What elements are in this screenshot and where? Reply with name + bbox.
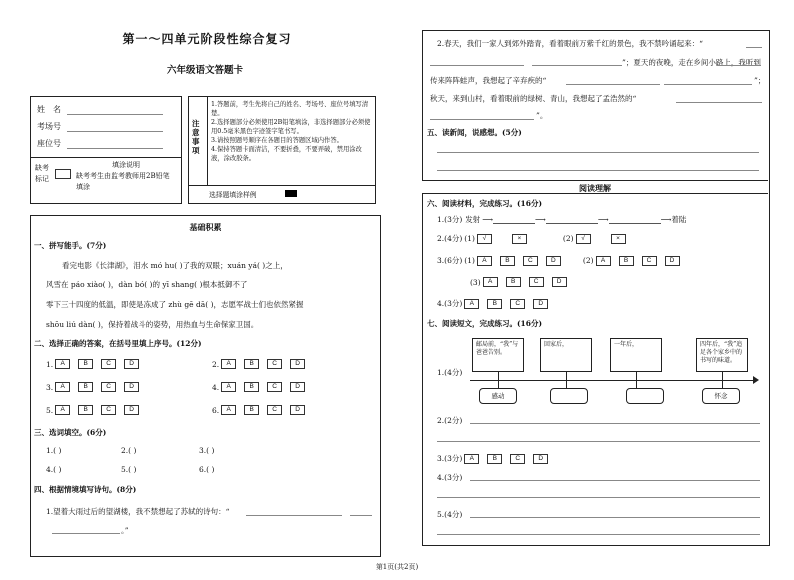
choice-c[interactable]: C xyxy=(642,256,657,266)
choice-c[interactable]: C xyxy=(267,382,282,392)
choice-d[interactable]: D xyxy=(124,382,139,392)
answer-blank[interactable] xyxy=(609,215,661,224)
choice-b[interactable]: B xyxy=(244,359,259,369)
choice-a[interactable]: A xyxy=(55,359,70,369)
answer-line[interactable] xyxy=(532,65,622,66)
fill-note-title: 填涂说明 xyxy=(112,161,140,169)
choice-d[interactable]: D xyxy=(533,454,548,464)
choice-d[interactable]: D xyxy=(546,256,561,266)
seat-label: 座位号 xyxy=(37,139,61,148)
cross-option[interactable]: × xyxy=(611,234,626,244)
q4-2-line: ”； xyxy=(754,76,766,85)
q7-4-label: 4.(3分) xyxy=(437,473,463,482)
answer-line[interactable] xyxy=(664,84,752,85)
note-item: 3.请按照题号顺序在各题目的答题区域内作答。 xyxy=(211,137,343,144)
choice-c[interactable]: C xyxy=(529,277,544,287)
q2-title: 二、选择正确的答案，在括号里填上序号。(12分) xyxy=(34,339,202,348)
q4-2-line: 秋天，来到山村，看着眼前的绿树、青山，我想起了孟浩然的“ xyxy=(430,94,637,103)
q4-2-line: ”。 xyxy=(536,111,548,120)
page-title: 第一～四单元阶段性综合复习 xyxy=(122,32,292,46)
answer-line[interactable] xyxy=(437,497,760,498)
choice-b[interactable]: B xyxy=(78,405,93,415)
check-option[interactable]: √ xyxy=(477,234,492,244)
note-item: 1.答题前，考生先将自己的姓名、考场号、座位号填写清楚。 xyxy=(211,101,369,117)
q4-2-line: ”；夏天的夜晚，走在乡间小路上，我听到 xyxy=(622,58,761,67)
timeline-caption[interactable] xyxy=(550,388,588,404)
q2-choice-row xyxy=(46,382,147,392)
choice-a[interactable]: A xyxy=(596,256,611,266)
choice-b[interactable]: B xyxy=(506,277,521,287)
answer-line[interactable] xyxy=(52,533,120,534)
q6-3-row xyxy=(470,277,575,287)
choice-b[interactable]: B xyxy=(487,454,502,464)
q7-1-label: 1.(4分) xyxy=(437,368,463,377)
q1-line[interactable]: shōu liú dàn( )，保持着战斗的姿势，用热血与生命保家卫国。 xyxy=(46,320,259,329)
q7-3-row xyxy=(437,453,556,464)
timeline-axis xyxy=(470,380,756,381)
choice-d[interactable]: D xyxy=(290,359,305,369)
choice-b[interactable]: B xyxy=(619,256,634,266)
q6-2-item: (2) xyxy=(562,234,574,243)
timeline-caption: 怀念 xyxy=(702,388,740,404)
answer-line[interactable] xyxy=(676,102,762,103)
answer-line[interactable] xyxy=(437,170,759,171)
q2-choice-row xyxy=(212,382,313,392)
choice-c[interactable]: C xyxy=(510,454,525,464)
answer-line[interactable] xyxy=(246,515,342,516)
notes-box xyxy=(188,96,376,204)
choice-c[interactable]: C xyxy=(510,299,525,309)
note-item: 2.选择题部分必须使用2B铅笔填涂，非选择题部分必须使用0.5毫米黑色字迹签字笔书写。 xyxy=(211,119,371,135)
q-number: 6. xyxy=(212,405,220,415)
answer-line[interactable] xyxy=(437,152,759,153)
note-item: 4.保持答题卡面清洁，不要折叠，不要弄破，禁用涂改液，涂改胶条。 xyxy=(211,146,362,162)
q4-line: 1.望着大雨过后的望湖楼，我不禁想起了苏轼的诗句：“ xyxy=(46,507,230,516)
answer-blank[interactable] xyxy=(493,215,535,224)
answer-line[interactable] xyxy=(350,515,372,516)
choice-a[interactable]: A xyxy=(483,277,498,287)
answer-line[interactable] xyxy=(566,84,660,85)
choice-c[interactable]: C xyxy=(267,405,282,415)
q2-choice-row xyxy=(212,405,313,415)
choice-d[interactable]: D xyxy=(552,277,567,287)
arrow: ⟶ xyxy=(535,215,546,224)
choice-d[interactable]: D xyxy=(290,382,305,392)
q6-3-item: (3) xyxy=(470,277,481,287)
room-label: 考场号 xyxy=(37,122,61,131)
timeline-box: 邮局前，“我”与爸爸告别。 xyxy=(472,338,524,372)
example-label: 选择题填涂样例 xyxy=(209,191,257,199)
arrow: ⟶ xyxy=(660,215,672,224)
q3-blank[interactable]: 4.( ) xyxy=(46,465,62,474)
q4-line: 。” xyxy=(121,526,129,535)
q1-title: 一、拼写能手。(7分) xyxy=(34,241,107,250)
q7-3-label: 3.(3分) xyxy=(437,454,463,463)
choice-d[interactable]: D xyxy=(124,359,139,369)
check-option[interactable]: √ xyxy=(576,234,591,244)
answer-line[interactable] xyxy=(430,65,524,66)
q6-4-label: 4.(3分) xyxy=(437,299,463,308)
answer-line[interactable] xyxy=(470,480,760,481)
q1-line[interactable]: 零下三十四度的低温，即使是冻成了 zhù gē dā( )，志愿军战士们也依然紧握 xyxy=(46,300,304,309)
q4-2-line: 2.春天，我们一家人到郊外踏青，看着眼前万紫千红的景色，我不禁吟诵起来：“ xyxy=(437,39,703,48)
choice-b[interactable]: B xyxy=(500,256,515,266)
answer-line[interactable] xyxy=(470,423,760,424)
q1-line[interactable]: 风雪在 páo xiào( )，dàn bó( )的 yī shang( )根本抵御不了 xyxy=(46,280,248,289)
choice-a[interactable]: A xyxy=(464,454,479,464)
q2-choice-row xyxy=(212,359,313,369)
q-number: 5. xyxy=(46,405,54,415)
timeline-box[interactable]: 回家后， xyxy=(540,338,592,372)
answer-line[interactable] xyxy=(717,65,761,66)
choice-a[interactable]: A xyxy=(221,359,236,369)
answer-line[interactable] xyxy=(430,119,534,120)
q6-1-end: 着陆 xyxy=(671,215,687,224)
q3-blank[interactable]: 6.( ) xyxy=(199,465,215,474)
q3-title: 三、选词填空。(6分) xyxy=(34,428,107,437)
q-number: 4. xyxy=(212,382,220,392)
choice-c[interactable]: C xyxy=(267,359,282,369)
q6-2-label: 2.(4分) xyxy=(437,234,463,243)
q6-2-item: (1) xyxy=(464,234,475,243)
q6-2-row xyxy=(437,233,626,244)
q4-2-line: 传来阵阵蛙声，我想起了辛弃疾的“ xyxy=(430,76,547,85)
q5-title: 五、读新闻，说感想。(5分) xyxy=(427,128,522,137)
q1-line[interactable]: 看完电影《长津湖》，泪水 mó hu( )了我的双眼；xuán yá( )之上， xyxy=(62,261,288,270)
q4-title: 四、根据情境填写诗句。(8分) xyxy=(34,485,137,494)
q3-blank[interactable]: 3.( ) xyxy=(199,446,215,455)
cross-option[interactable]: × xyxy=(512,234,527,244)
absent-label: 缺考标记 xyxy=(35,164,49,183)
choice-a[interactable]: A xyxy=(55,382,70,392)
seat-field[interactable] xyxy=(67,148,163,149)
q7-5-label: 5.(4分) xyxy=(437,510,463,519)
choice-b[interactable]: B xyxy=(487,299,502,309)
choice-d[interactable]: D xyxy=(533,299,548,309)
choice-a[interactable]: A xyxy=(221,382,236,392)
timeline-caption: 感动 xyxy=(479,388,517,404)
choice-c[interactable]: C xyxy=(101,359,116,369)
q3-blank[interactable]: 2.( ) xyxy=(121,446,137,455)
arrow: ⟶ xyxy=(597,215,609,224)
answer-line[interactable] xyxy=(437,534,760,535)
q7-title: 七、阅读短文，完成练习。(16分) xyxy=(427,319,543,328)
answer-line[interactable] xyxy=(470,517,760,518)
timeline-caption[interactable] xyxy=(626,388,664,404)
q6-1-label: 1.(3分) xyxy=(437,215,463,224)
q-number: 1. xyxy=(46,359,54,369)
answer-line[interactable] xyxy=(437,441,760,442)
choice-b[interactable]: B xyxy=(78,382,93,392)
name-field[interactable] xyxy=(67,114,163,115)
q6-3-label: 3.(6分) xyxy=(437,256,463,265)
answer-blank[interactable] xyxy=(546,215,598,224)
q-number: 2. xyxy=(212,359,220,369)
notes-list xyxy=(211,100,371,163)
q6-title: 六、阅读材料，完成练习。(16分) xyxy=(427,199,543,208)
q3-blank[interactable]: 1.( ) xyxy=(46,446,62,455)
choice-a[interactable]: A xyxy=(221,405,236,415)
choice-d[interactable]: D xyxy=(290,405,305,415)
section-title-basic: 基础积累 xyxy=(189,222,222,232)
choice-d[interactable]: D xyxy=(665,256,680,266)
page-footer: 第1页(共2页) xyxy=(375,563,419,571)
timeline-box: 四年后，“我”追足各个家乡中的书写的味道。 xyxy=(696,338,748,372)
q2-choice-row xyxy=(46,359,147,369)
q6-3-row xyxy=(437,255,688,266)
student-info-box xyxy=(30,96,182,204)
q-number: 3. xyxy=(46,382,54,392)
choice-c[interactable]: C xyxy=(101,405,116,415)
name-label: 姓 名 xyxy=(37,105,61,114)
choice-b[interactable]: B xyxy=(244,382,259,392)
notes-title: 注意事项 xyxy=(192,119,200,155)
arrow-icon xyxy=(753,376,759,384)
q6-4-row xyxy=(437,298,556,309)
page-subtitle: 六年级语文答题卡 xyxy=(166,65,243,76)
q6-3-item: (1) xyxy=(464,256,475,265)
choice-a[interactable]: A xyxy=(464,299,479,309)
choice-a[interactable]: A xyxy=(55,405,70,415)
choice-c[interactable]: C xyxy=(523,256,538,266)
q3-blank[interactable]: 5.( ) xyxy=(121,465,137,474)
q2-choice-row xyxy=(46,405,147,415)
right-answer-box xyxy=(422,30,770,546)
filled-example-mark xyxy=(285,190,297,197)
q6-3-item: (2) xyxy=(582,256,594,265)
fill-note-text: 缺考考生由监考教师用2B铅笔填涂 xyxy=(76,172,170,191)
choice-b[interactable]: B xyxy=(78,359,93,369)
q6-1-start: 发射 xyxy=(465,215,481,224)
timeline-box[interactable]: 一年后， xyxy=(610,338,662,372)
choice-b[interactable]: B xyxy=(244,405,259,415)
choice-d[interactable]: D xyxy=(124,405,139,415)
section-title-reading: 阅读理解 xyxy=(579,183,611,193)
q7-2-label: 2.(2分) xyxy=(437,416,463,425)
absent-mark-box[interactable] xyxy=(55,169,71,179)
choice-c[interactable]: C xyxy=(101,382,116,392)
q6-1-row xyxy=(437,214,686,225)
room-field[interactable] xyxy=(67,131,163,132)
arrow: ⟶ xyxy=(482,215,494,224)
choice-a[interactable]: A xyxy=(477,256,492,266)
answer-line[interactable] xyxy=(746,47,762,48)
